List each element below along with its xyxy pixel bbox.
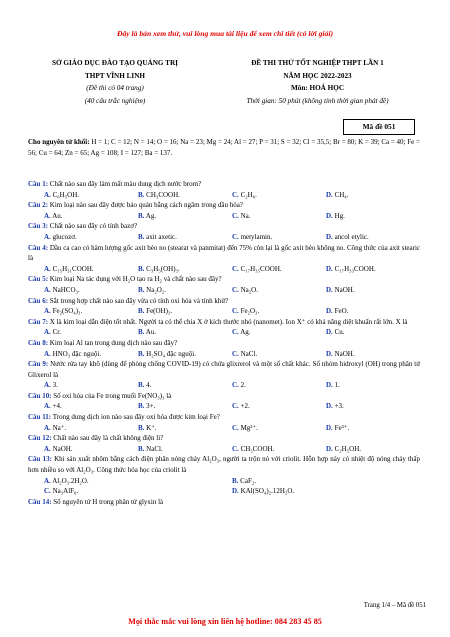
question-item <box>28 179 420 200</box>
option-letter: D. <box>326 402 333 411</box>
options-row <box>28 285 420 296</box>
option-text: Ag. <box>240 328 251 337</box>
question-item <box>28 221 420 242</box>
option-text: C₂H₅OH. <box>334 444 362 453</box>
answer-option[interactable] <box>232 285 326 296</box>
option-letter: C. <box>232 190 239 199</box>
answer-option[interactable] <box>44 285 138 296</box>
option-text: NaOH. <box>334 285 355 294</box>
option-letter: B. <box>138 349 145 358</box>
question-stem: Số oxi hóa của Fe trong muối Fe(NO₃)₃ là <box>53 391 172 400</box>
option-text: FeO. <box>334 307 349 316</box>
school-year: NĂM HỌC 2022-2023 <box>283 71 352 80</box>
question-text <box>28 221 420 232</box>
option-letter: A. <box>44 423 51 432</box>
question-stem: Nước rửa tay khô (dùng để phòng chống COVID-19) có chứa glixrerol và một số chất khác. Số nhóm hidroxyl (OH) trong phân tử Glixerol là <box>28 360 421 379</box>
option-letter: A. <box>44 211 51 220</box>
question-stem: Số nguyên tử H trong phân tử glyxin là <box>53 497 164 506</box>
options-row <box>28 327 420 338</box>
option-letter: C. <box>44 487 51 496</box>
answer-option[interactable] <box>44 327 138 338</box>
option-letter: C. <box>232 232 239 241</box>
answer-option[interactable] <box>138 232 232 243</box>
answer-option[interactable] <box>44 190 138 201</box>
options-row <box>28 264 420 275</box>
exam-title: ĐỀ THI THỬ TỐT NGHIỆP THPT LẦN 1 <box>251 59 384 67</box>
question-stem: Chất nào sau đây là chất không điện li? <box>53 434 164 443</box>
question-number: Câu 10: <box>28 391 52 400</box>
question-stem: Trong dung dịch ion nào sau đây oxi hóa được kim loại Fe? <box>52 413 220 422</box>
answer-option[interactable] <box>44 211 138 222</box>
question-number: Câu 7: <box>28 317 49 326</box>
question-text <box>28 296 420 307</box>
question-number: Câu 5: <box>28 275 49 284</box>
options-row <box>28 306 420 317</box>
question-item <box>28 391 420 412</box>
answer-option[interactable] <box>138 327 232 338</box>
options-row <box>28 423 420 434</box>
answer-option[interactable] <box>326 232 420 243</box>
option-text: 1. <box>334 381 340 390</box>
question-text <box>28 200 420 211</box>
time-limit: Thời gian: 50 phút (không tính thời gian phát đề) <box>246 96 389 105</box>
question-stem: Sắt trong hợp chất nào sau đây vừa có tính oxi hóa và tính khử? <box>49 296 229 305</box>
question-text <box>28 338 420 349</box>
option-letter: C. <box>232 444 239 453</box>
option-letter: C. <box>232 349 239 358</box>
option-text: NaOH. <box>52 444 73 453</box>
question-number: Câu 3: <box>28 222 49 231</box>
question-text <box>28 454 420 475</box>
option-text: CH₃COOH. <box>146 190 180 199</box>
answer-option[interactable] <box>326 349 420 360</box>
atomic-mass-note <box>28 137 420 158</box>
subject: Môn: HOÁ HỌC <box>290 84 345 92</box>
option-letter: B. <box>138 381 145 390</box>
option-letter: D. <box>326 264 333 273</box>
option-letter: C. <box>232 307 239 316</box>
question-number: Câu 14: <box>28 497 52 506</box>
option-letter: D. <box>326 381 333 390</box>
option-letter: C. <box>232 423 239 432</box>
question-number: Câu 1: <box>28 180 49 188</box>
option-letter: A. <box>44 307 51 316</box>
question-stem: Kim loại nào sau đây được bảo quản bằng cách ngâm trong dầu hỏa? <box>49 201 243 210</box>
question-stem: Khi sản xuất nhôm bằng cách điện phân nóng chảy Al₂O₃, người ta trộn nó với criolit. Hỗn hợp này có nhiệt độ nóng chảy thấp hơn nhiều so với Al₂O₃. Công thức hóa học của criolit là <box>28 455 421 475</box>
option-text: Na₂O. <box>240 285 258 294</box>
option-letter: B. <box>138 402 145 411</box>
option-text: HNO₃ đặc nguội. <box>52 349 102 358</box>
answer-option[interactable] <box>44 423 138 434</box>
option-text: Fe(OH)₃. <box>146 307 173 316</box>
option-letter: A. <box>44 264 51 273</box>
answer-option[interactable] <box>326 380 420 391</box>
answer-option[interactable] <box>232 476 420 487</box>
answer-option[interactable] <box>232 401 326 412</box>
question-number: Câu 2: <box>28 201 49 210</box>
option-text: Mg²⁺. <box>240 423 258 432</box>
option-text: H₂SO₄ đặc nguội. <box>146 349 196 358</box>
question-number: Câu 11: <box>28 413 52 422</box>
answer-option[interactable] <box>138 306 232 317</box>
question-item <box>28 433 420 454</box>
answer-option[interactable] <box>232 190 326 201</box>
option-text: Au. <box>52 211 63 220</box>
question-number: Câu 4: <box>28 243 49 252</box>
department-name: SỞ GIÁO DỤC ĐÀO TẠO QUẢNG TRỊ <box>52 59 178 67</box>
options-row <box>28 349 420 360</box>
question-item <box>28 274 420 295</box>
question-stem: Kim loại Al tan trong dung dịch nào sau đây? <box>49 338 178 347</box>
question-item <box>28 243 420 275</box>
exam-code-box: Mã đề 051 <box>343 119 415 135</box>
option-text: glucozơ. <box>52 232 77 241</box>
answer-option[interactable] <box>326 285 420 296</box>
question-text <box>28 497 420 508</box>
question-stem: Chất nào sau đây có tính bazơ? <box>49 222 138 231</box>
option-letter: A. <box>44 476 51 485</box>
options-row <box>28 486 420 497</box>
answer-option[interactable] <box>326 444 420 455</box>
atomic-mass-values: H = 1; C = 12; N = 14; O = 16; Na = 23; Mg = 24; Al = 27; P = 31; S = 32; Cl = 35,5; Br = 80; K = 39; Ca = 40; Fe = 56; Cu = 64; Zn = 65; Ag = 108; I = 127; Ba = 137. <box>28 138 420 157</box>
option-letter: D. <box>326 444 333 453</box>
answer-option[interactable] <box>44 476 232 487</box>
option-text: C₂H₆. <box>240 190 257 199</box>
page-count-note: (Đề thi có 04 trang) <box>86 84 144 92</box>
exam-header <box>205 57 430 107</box>
option-letter: C. <box>232 211 239 220</box>
option-text: C₁₇H₃₃COOH. <box>334 264 376 273</box>
answer-option[interactable] <box>326 401 420 412</box>
option-letter: A. <box>44 232 51 241</box>
option-letter: B. <box>138 307 145 316</box>
options-row <box>28 211 420 222</box>
option-text: Fe₂O₃. <box>240 307 260 316</box>
question-number: Câu 12: <box>28 434 52 443</box>
option-letter: D. <box>326 232 333 241</box>
option-text: K⁺. <box>146 423 157 432</box>
question-number: Câu 13: <box>28 455 52 464</box>
question-number: Câu 6: <box>28 296 49 305</box>
answer-option[interactable] <box>232 444 326 455</box>
question-list <box>28 179 420 507</box>
answer-option[interactable] <box>138 401 232 412</box>
option-text: KAl(SO₄)₂.12H₂O. <box>240 487 295 496</box>
option-text: Cu. <box>334 328 345 337</box>
answer-option[interactable] <box>326 264 420 275</box>
answer-option[interactable] <box>138 423 232 434</box>
option-text: Hg. <box>334 211 345 220</box>
question-item <box>28 412 420 433</box>
option-text: 3+. <box>146 402 156 411</box>
options-row <box>28 380 420 391</box>
option-text: 2. <box>240 381 246 390</box>
option-text: CaF₂. <box>240 476 257 485</box>
question-text <box>28 359 420 380</box>
answer-option[interactable] <box>138 380 232 391</box>
answer-option[interactable] <box>232 306 326 317</box>
question-item <box>28 454 420 496</box>
answer-option[interactable] <box>44 232 138 243</box>
option-letter: C. <box>232 381 239 390</box>
option-text: NaHCO₃. <box>52 285 80 294</box>
option-text: 4. <box>146 381 152 390</box>
answer-option[interactable] <box>326 211 420 222</box>
answer-option[interactable] <box>44 486 232 497</box>
option-letter: D. <box>326 190 333 199</box>
question-text <box>28 391 420 402</box>
option-text: Na⁺. <box>52 423 67 432</box>
options-row <box>28 444 420 455</box>
answer-option[interactable] <box>44 380 138 391</box>
option-text: +2. <box>240 402 250 411</box>
options-row <box>28 190 420 201</box>
options-row <box>28 232 420 243</box>
option-letter: C. <box>232 264 239 273</box>
answer-option[interactable] <box>44 306 138 317</box>
option-letter: B. <box>138 444 145 453</box>
option-letter: A. <box>44 285 51 294</box>
answer-option[interactable] <box>326 327 420 338</box>
option-letter: A. <box>44 349 51 358</box>
options-row <box>28 476 420 487</box>
option-letter: D. <box>326 349 333 358</box>
question-item <box>28 200 420 221</box>
option-letter: B. <box>138 285 145 294</box>
answer-option[interactable] <box>138 264 232 275</box>
answer-option[interactable] <box>138 211 232 222</box>
option-letter: A. <box>44 402 51 411</box>
option-text: Fe₂(SO₄)₃. <box>52 307 83 316</box>
answer-option[interactable] <box>44 264 138 275</box>
answer-option[interactable] <box>232 423 326 434</box>
page-footer: Trang 1/4 – Mã đề 051 <box>363 602 426 609</box>
option-text: NaOH. <box>334 349 355 358</box>
option-text: +4. <box>52 402 62 411</box>
option-letter: D. <box>326 285 333 294</box>
option-text: 3. <box>52 381 58 390</box>
answer-option[interactable] <box>232 232 326 243</box>
option-text: Na₂O₂. <box>146 285 167 294</box>
hotline-banner: Mọi thắc mắc vui lòng xin liên hệ hotline: 084 283 45 85 <box>128 617 322 626</box>
atomic-mass-label: Cho nguyên tử khối: <box>28 138 90 146</box>
options-row <box>28 401 420 412</box>
option-letter: C. <box>232 328 239 337</box>
option-letter: C. <box>232 285 239 294</box>
option-text: Al₂O₃.2H₂O. <box>52 476 89 485</box>
option-letter: A. <box>44 444 51 453</box>
answer-option[interactable] <box>138 190 232 201</box>
preview-banner: Đây là bản xem thử, vui lòng mua tài liệu để xem chi tiết (có lời giải) <box>117 29 333 38</box>
question-item <box>28 497 420 508</box>
option-letter: A. <box>44 381 51 390</box>
answer-option[interactable] <box>138 349 232 360</box>
answer-option[interactable] <box>232 380 326 391</box>
answer-option[interactable] <box>44 444 138 455</box>
option-text: C₆H₅OH. <box>52 190 80 199</box>
question-stem: Dầu ca cao có hàm lượng gốc axit béo no (stearat và panmitat) đến 75% còn lại là gốc axit béo không no. Công thức của axit stearic là <box>28 243 421 263</box>
option-text: NaCl. <box>240 349 258 358</box>
question-number: Câu 8: <box>28 338 49 347</box>
option-letter: B. <box>232 476 239 485</box>
option-text: C₃H₅(OH)₃. <box>146 264 180 273</box>
option-text: NaCl. <box>146 444 163 453</box>
answer-option[interactable] <box>232 264 326 275</box>
question-item <box>28 338 420 359</box>
option-text: CH₃COOH. <box>240 444 275 453</box>
option-text: ancol etylic. <box>334 232 369 241</box>
answer-option[interactable] <box>44 401 138 412</box>
option-letter: B. <box>138 328 145 337</box>
answer-option[interactable] <box>138 285 232 296</box>
question-stem: Chất nào sau đây làm mất màu dung dịch nước brom? <box>49 180 202 188</box>
option-text: Ag. <box>145 211 157 220</box>
option-letter: A. <box>44 328 51 337</box>
answer-option[interactable] <box>138 444 232 455</box>
question-text <box>28 433 420 444</box>
option-letter: D. <box>326 423 333 432</box>
option-letter: C. <box>232 402 239 411</box>
option-letter: D. <box>326 211 333 220</box>
question-text <box>28 412 420 423</box>
answer-option[interactable] <box>232 327 326 338</box>
option-letter: B. <box>138 211 145 220</box>
option-letter: D. <box>326 328 333 337</box>
option-letter: B. <box>138 190 145 199</box>
option-text: Na. <box>240 211 251 220</box>
question-text <box>28 243 420 264</box>
option-letter: A. <box>44 190 51 199</box>
school-header <box>30 57 200 107</box>
answer-option[interactable] <box>232 486 420 497</box>
option-letter: B. <box>138 264 145 273</box>
question-count-note: (40 câu trắc nghiệm) <box>84 96 146 105</box>
answer-option[interactable] <box>232 349 326 360</box>
option-text: axit axetic. <box>146 232 177 241</box>
question-text <box>28 179 420 190</box>
question-number: Câu 9: <box>28 360 49 369</box>
option-text: C₁₅H₃₁COOH. <box>52 264 94 273</box>
question-item <box>28 317 420 338</box>
option-text: metylamin. <box>240 232 273 241</box>
option-text: Au. <box>145 328 157 337</box>
option-text: Cr. <box>52 328 61 337</box>
option-text: C₁₇H₃₅COOH. <box>240 264 282 273</box>
answer-option[interactable] <box>326 190 420 201</box>
question-stem: Kim loại Na tác dụng với H₂O tạo ra H₂ và chất nào sau đây? <box>49 275 222 284</box>
option-text: +3. <box>334 402 344 411</box>
question-text <box>28 317 420 328</box>
question-item <box>28 359 420 391</box>
option-text: Na₃AlF₆. <box>52 487 79 496</box>
question-text <box>28 274 420 285</box>
answer-option[interactable] <box>232 211 326 222</box>
answer-option[interactable] <box>326 423 420 434</box>
answer-option[interactable] <box>44 349 138 360</box>
question-item <box>28 296 420 317</box>
option-text: CH₄. <box>334 190 349 199</box>
option-letter: D. <box>232 487 239 496</box>
option-letter: D. <box>326 307 333 316</box>
answer-option[interactable] <box>326 306 420 317</box>
option-letter: B. <box>138 232 145 241</box>
option-text: Fe³⁺. <box>334 423 350 432</box>
option-letter: B. <box>138 423 145 432</box>
school-name: THPT VĨNH LINH <box>84 71 146 80</box>
question-stem: X là kim loại dẫn điện tốt nhất. Người ta có thể chia X ở kích thước nhỏ (nanomet). Ion X⁺ có khả năng diệt khuẩn rất lớn. X là <box>49 317 408 326</box>
